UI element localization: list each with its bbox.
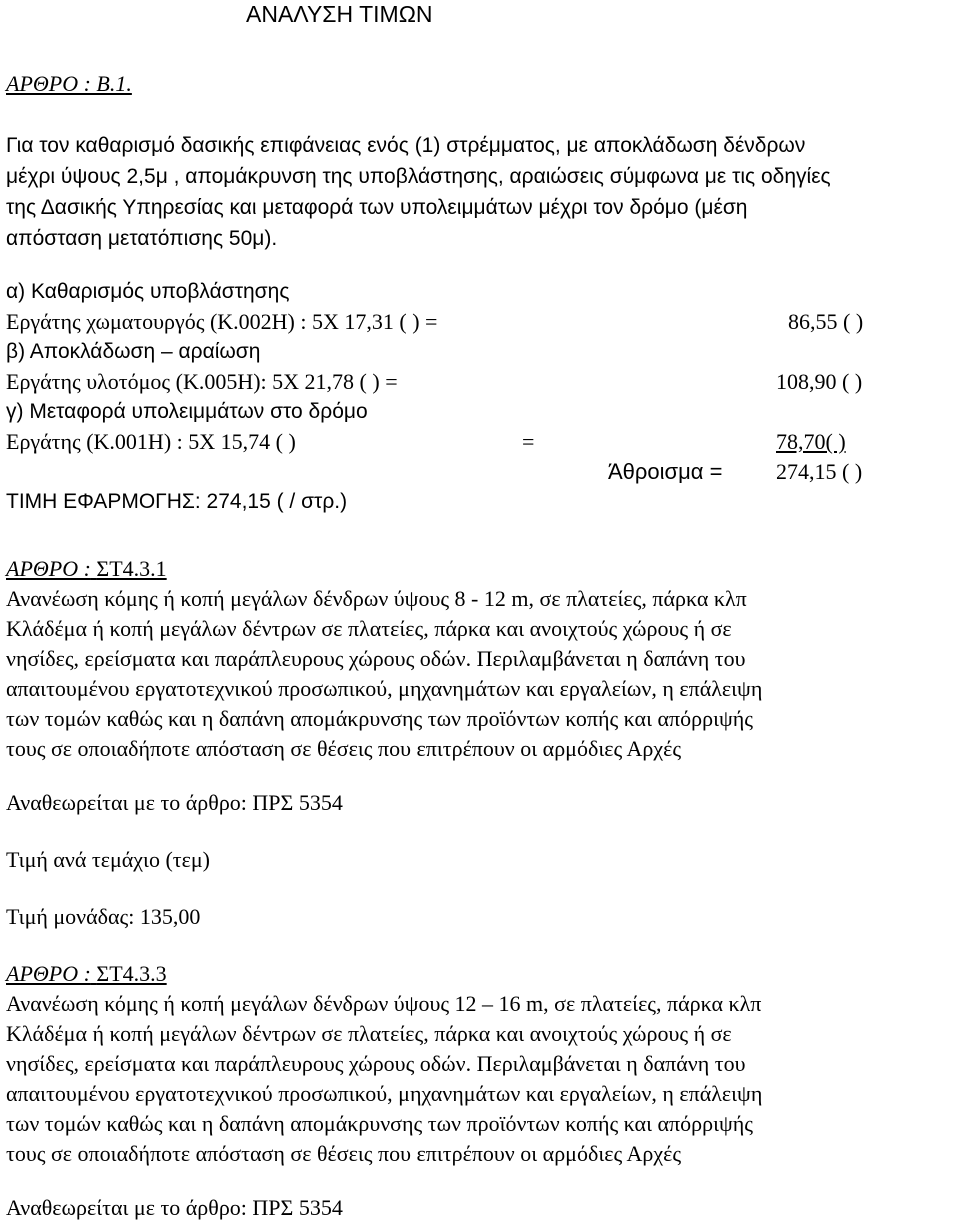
cost-item-heading: γ) Μεταφορά υπολειμμάτων στο δρόμο xyxy=(6,400,368,423)
article-description-line: απαιτουμένου εργατοτεχνικού προσωπικού, μηχανημάτων και εργαλείων, η επάλειψη xyxy=(6,1081,763,1106)
article-description-line: μέχρι ύψους 2,5μ , απομάκρυνση της υποβλάστησης, αραιώσεις σύμφωνα με τις οδηγίες xyxy=(6,165,831,188)
article-description-line: νησίδες, ερείσματα και παράπλευρους χώρους οδών. Περιλαμβάνεται η δαπάνη του xyxy=(6,1051,746,1076)
article-header xyxy=(6,555,167,583)
article-description-line: τους σε οποιαδήποτε απόσταση σε θέσεις που επιτρέπουν οι αρμόδιες Αρχές xyxy=(6,1141,682,1166)
sum-label: Άθροισμα = xyxy=(608,459,723,484)
application-price: ΤΙΜΗ ΕΦΑΡΜΟΓΗΣ: 274,15 ( / στρ.) xyxy=(6,490,348,513)
article-description-line: απόσταση μετατόπισης 50μ). xyxy=(6,227,278,250)
article-description-line: Κλάδέμα ή κοπή μεγάλων δέντρων σε πλατείες, πάρκα και ανοιχτούς χώρους ή σε xyxy=(6,1021,732,1046)
sum-value: 274,15 ( ) xyxy=(776,459,863,484)
cost-item-calculation: Εργάτης (Κ.001Η) : 5Χ 15,74 ( ) xyxy=(6,429,296,454)
article-description-line: Για τον καθαρισμό δασικής επιφάνειας ενός (1) στρέμματος, με αποκλάδωση δένδρων xyxy=(6,134,806,157)
article-description-line: Ανανέωση κόμης ή κοπή μεγάλων δένδρων ύψους 8 - 12 m, σε πλατείες, πάρκα κλπ xyxy=(6,586,747,611)
cost-item-result: 86,55 ( ) xyxy=(788,309,864,334)
article-code: ΣΤ4.3.1 xyxy=(96,556,167,581)
cost-item-result: 78,70( ) xyxy=(776,429,846,454)
article-description-line: Ανανέωση κόμης ή κοπή μεγάλων δένδρων ύψους 12 – 16 m, σε πλατείες, πάρκα κλπ xyxy=(6,991,762,1016)
article-description-line: απαιτουμένου εργατοτεχνικού προσωπικού, μηχανημάτων και εργαλείων, η επάλειψη xyxy=(6,676,763,701)
article-header xyxy=(6,960,167,988)
article-description-line: της Δασικής Υπηρεσίας και μεταφορά των υπολειμμάτων μέχρι τον δρόμο (μέση xyxy=(6,196,748,219)
article-description-line: Κλάδέμα ή κοπή μεγάλων δέντρων σε πλατείες, πάρκα και ανοιχτούς χώρους ή σε xyxy=(6,616,732,641)
cost-item-heading: α) Καθαρισμός υποβλάστησης xyxy=(6,280,290,303)
article-description-line: των τομών καθώς και η δαπάνη απομάκρυνσης των προϊόντων κοπής και απόρριψής xyxy=(6,1111,753,1136)
article-label: ΑΡΘΡΟ : xyxy=(6,556,91,581)
unit-price: Τιμή μονάδας: 135,00 xyxy=(6,904,201,929)
cost-item-equals: = xyxy=(522,429,535,454)
unit-of-measure: Τιμή ανά τεμάχιο (τεμ) xyxy=(6,847,210,872)
article-label: ΑΡΘΡΟ : xyxy=(6,961,91,986)
article-code: ΣΤ4.3.3 xyxy=(96,961,167,986)
revision-reference: Αναθεωρείται με το άρθρο: ΠΡΣ 5354 xyxy=(6,1195,343,1220)
cost-item-result: 108,90 ( ) xyxy=(776,369,863,394)
article-description-line: νησίδες, ερείσματα και παράπλευρους χώρους οδών. Περιλαμβάνεται η δαπάνη του xyxy=(6,646,746,671)
revision-reference: Αναθεωρείται με το άρθρο: ΠΡΣ 5354 xyxy=(6,790,343,815)
cost-item-calculation: Εργάτης χωματουργός (Κ.002Η) : 5Χ 17,31 ( ) = xyxy=(6,309,438,334)
page-title: ΑΝΑΛΥΣΗ ΤΙΜΩΝ xyxy=(246,1,433,27)
article-label: ΑΡΘΡΟ : Β.1. xyxy=(6,71,132,96)
article-description-line: των τομών καθώς και η δαπάνη απομάκρυνσης των προϊόντων κοπής και απόρριψής xyxy=(6,706,753,731)
cost-item-heading: β) Αποκλάδωση – αραίωση xyxy=(6,340,261,363)
cost-item-calculation: Εργάτης υλοτόμος (Κ.005Η): 5Χ 21,78 ( ) = xyxy=(6,369,398,394)
article-description-line: τους σε οποιαδήποτε απόσταση σε θέσεις που επιτρέπουν οι αρμόδιες Αρχές xyxy=(6,736,682,761)
